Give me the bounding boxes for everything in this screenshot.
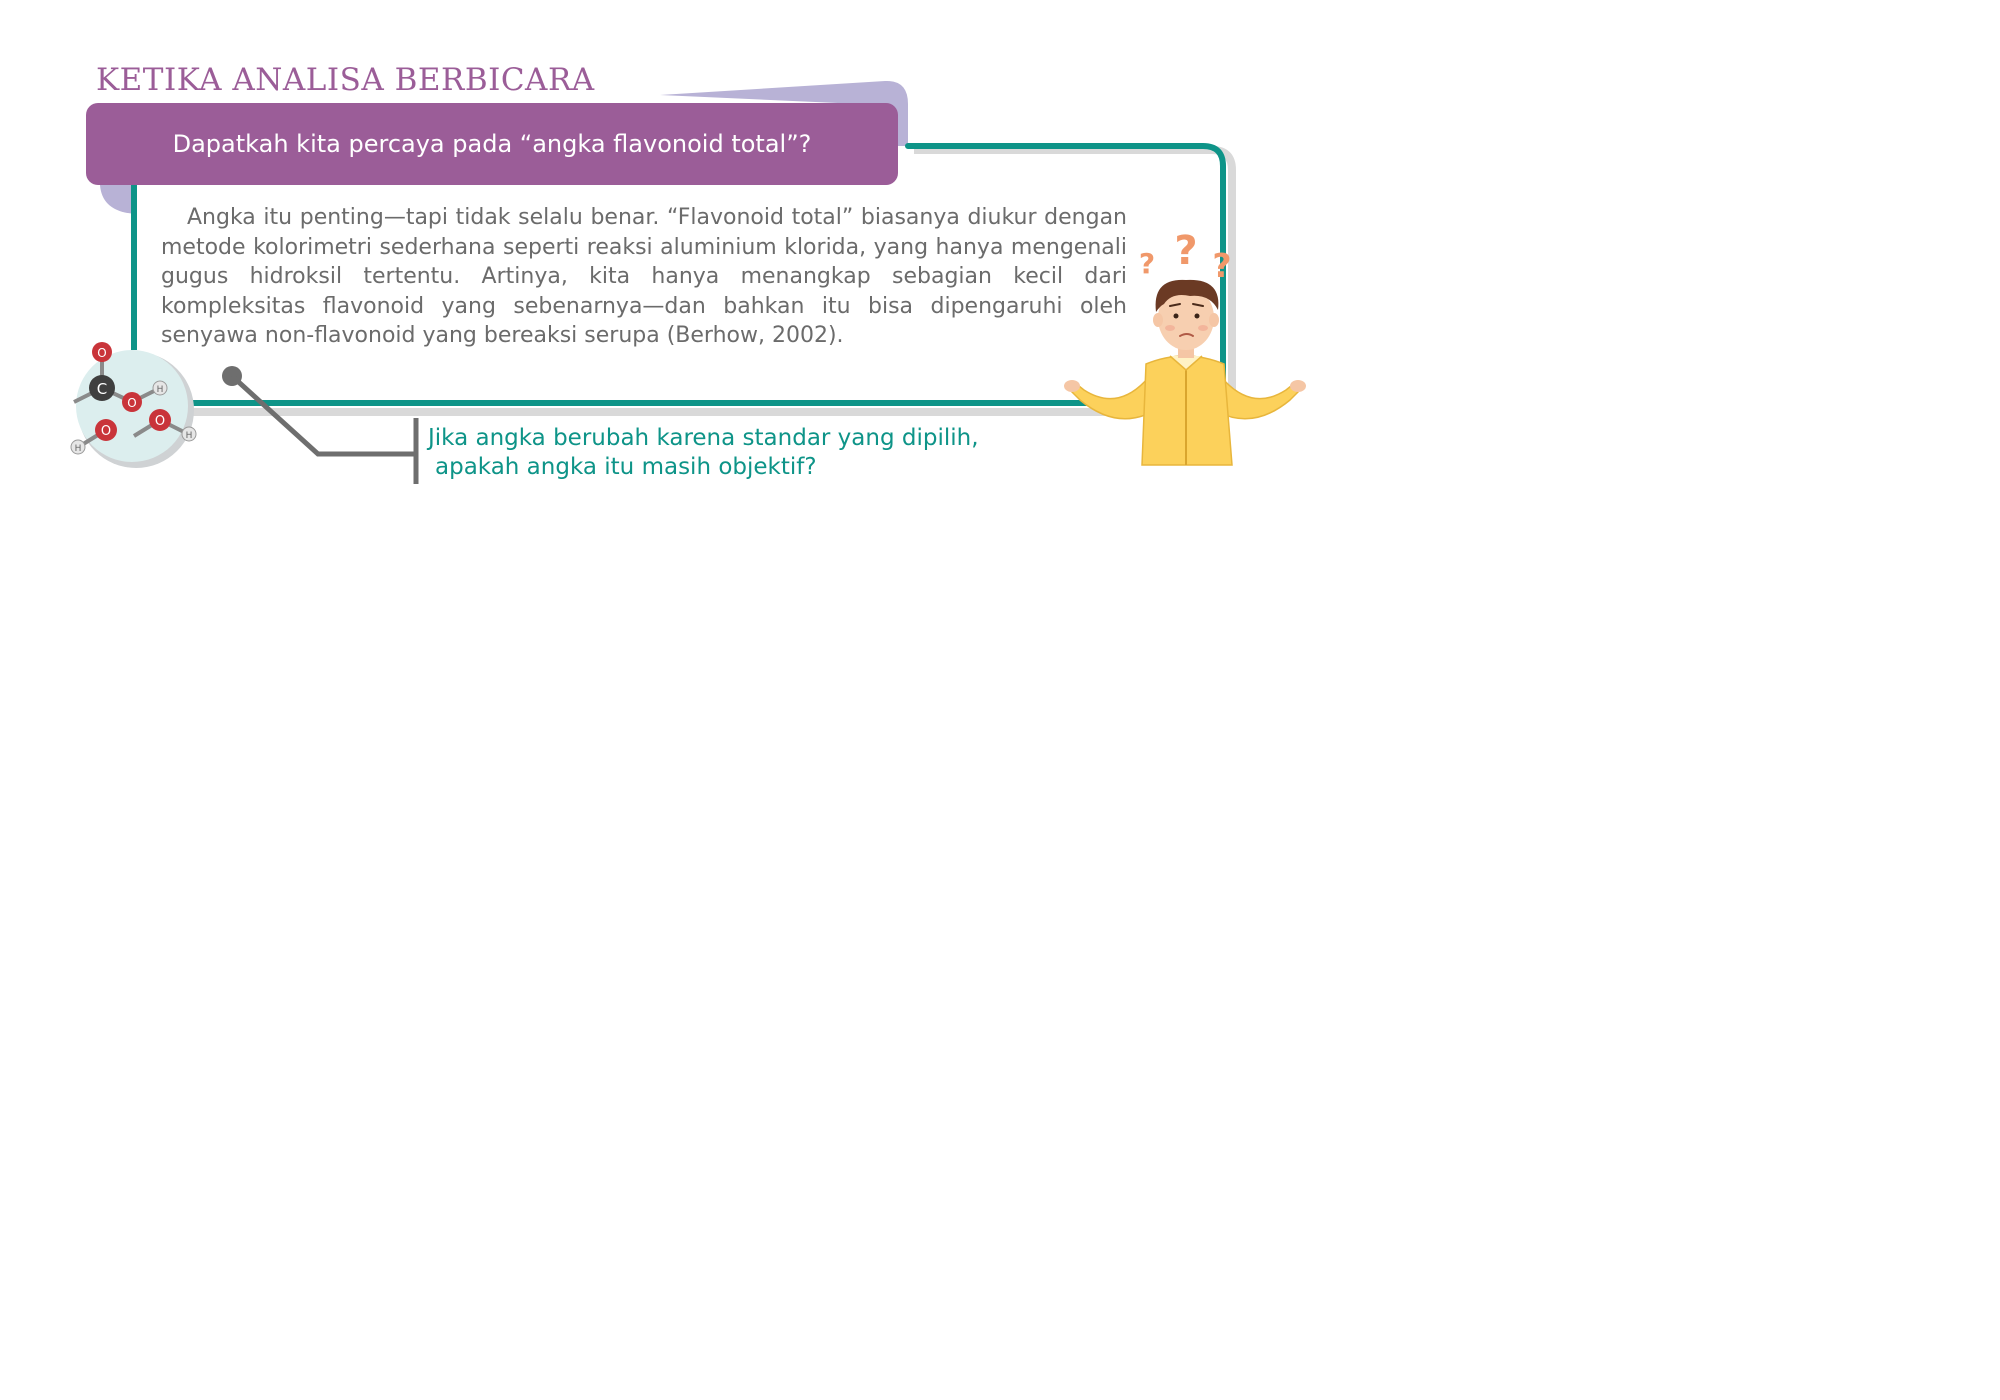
molecule-icon <box>71 342 196 468</box>
reflection-question-line-2: apakah angka itu masih objektif? <box>435 454 817 480</box>
question-mark-icon: ? <box>1212 246 1232 285</box>
atom-label: H <box>156 385 164 395</box>
tab-lavender-corner <box>100 185 136 214</box>
atom-label: C <box>96 380 108 398</box>
atom-label: H <box>185 431 193 441</box>
section-title: KETIKA ANALISA BERBICARA <box>96 62 595 98</box>
pointer-connector <box>222 366 416 484</box>
question-tab <box>86 103 898 185</box>
atom-label: O <box>97 346 107 360</box>
atom-label: O <box>100 424 112 439</box>
question-mark-icon: ? <box>1138 247 1156 280</box>
question-mark-icon: ? <box>1174 228 1198 274</box>
question-tab-title: Dapatkah kita percaya pada “angka flavonoid total”? <box>172 130 812 158</box>
reflection-question-line-1: Jika angka berubah karena standar yang dipilih, <box>428 425 979 451</box>
atom-label: H <box>74 444 82 454</box>
atom-label: O <box>127 396 137 410</box>
atom-label: O <box>154 414 166 429</box>
body-paragraph: Angka itu penting—tapi tidak selalu benar. “Flavonoid total” biasanya diukur dengan metode kolorimetri sederhana seperti reaksi aluminium klorida, yang hanya mengenali gugus hidroksil tertentu. Artinya, kita hanya menangkap sebagian kecil dari kompleksitas flavonoid yang sebenarnya—dan bahkan itu bisa dipengaruhi oleh senyawa non-flavonoid yang bereaksi serupa (Berhow, 2002). <box>161 205 1127 348</box>
reflection-question <box>428 424 1048 482</box>
